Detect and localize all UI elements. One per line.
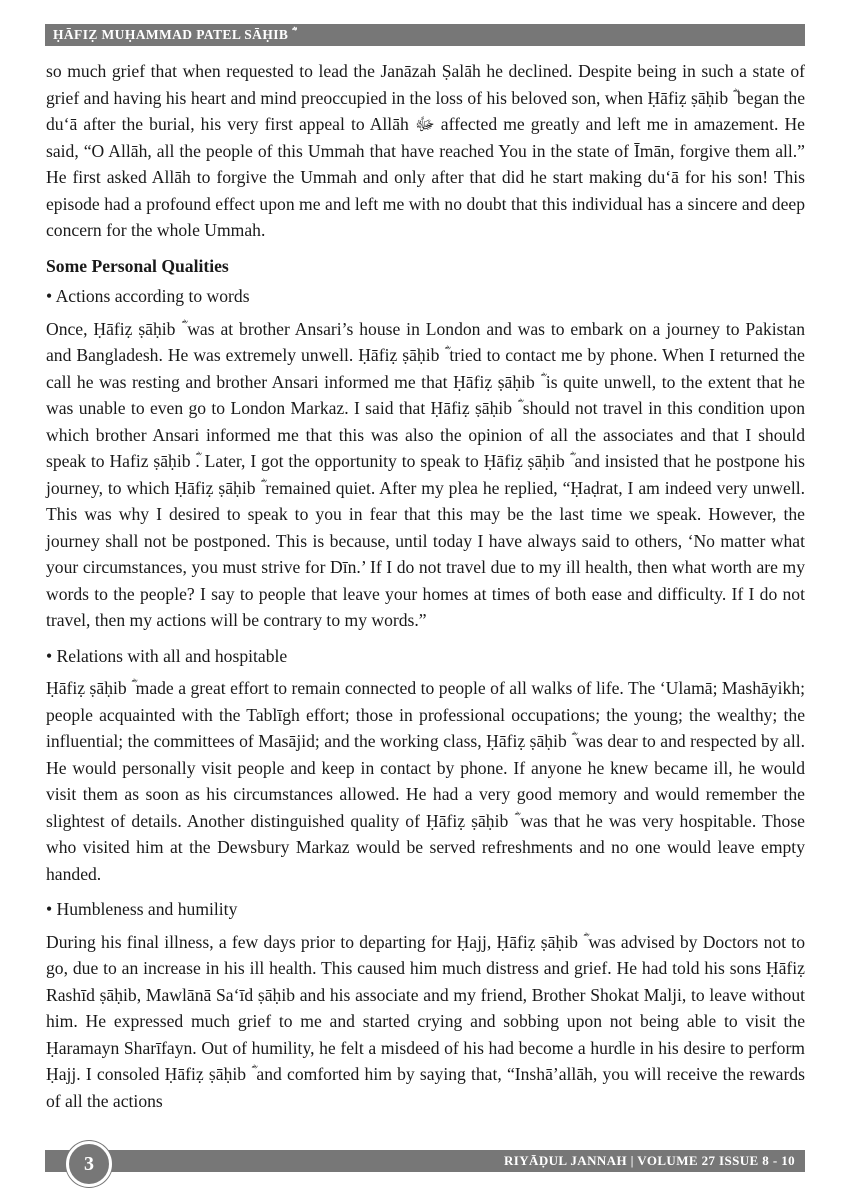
publication-title: RIYĀḌUL JANNAH | VOLUME 27 ISSUE 8 - 10 [504, 1153, 795, 1168]
article-body [46, 58, 805, 1123]
bullet-subheading: • Humbleness and humility [46, 899, 238, 919]
paragraph: Once, Ḥāfiẓ ṣāḥib ؓ was at brother Ansari’s house in London and was to embark on a journey to Pakistan and Bangladesh. He was extremely unwell. Ḥāfiẓ ṣāḥib ؓ tried to contact me by phone. When I returned the call he was resting and brother Ansari informed me that Ḥāfiẓ ṣāḥib ؓ is quite unwell, to the extent that he was unable to even go to London Markaz. I said that Ḥāfiẓ ṣāḥib ؓ should not travel in this condition upon which brother Ansari informed me that this was also the opinion of all the associates and that I should speak to Hafiz ṣāḥib ؓ. Later, I got the opportunity to speak to Ḥāfiẓ ṣāḥib ؓ and insisted that he postpone his journey, to which Ḥāfiẓ ṣāḥib ؓ remained quiet. After my plea he replied, “Ḥaḍrat, I am indeed very unwell. This was why I desired to speak to you in fear that this may be the last time we speak. However, the journey shall not be postponed. This is because, until today I have always said to others, ‘No matter what your circumstances, you must strive for Dīn.’ If I do not travel due to my ill health, then what worth are my words to the people? I say to people that leave your homes at times of both ease and difficulty. If I do not travel, then my actions will be contrary to my words.” [46, 318, 805, 630]
paragraph: Ḥāfiẓ ṣāḥib ؓ made a great effort to remain connected to people of all walks of life. The ‘Ulamā; Mashāyikh; people acquainted with the Tablīgh effort; those in professional occupations; the young; the wealthy; the influential; the committees of Masājid; and the working class, Ḥāfiẓ ṣāḥib ؓ was dear to and respected by all. He would personally visit people and keep in contact by phone. If anyone he knew became ill, he would visit them as soon as his circumstances allowed. He had a very good memory and would remember the slightest of details. Another distinguished quality of Ḥāfiẓ ṣāḥib ؓ was that he was very hospitable. Those who visited him at the Dewsbury Markaz would be served refreshments and no one would leave empty handed. [46, 678, 805, 884]
running-footer [45, 1150, 805, 1172]
bullet-subheading: • Relations with all and hospitable [46, 645, 288, 666]
running-header-title: ḤĀFIẒ MUḤAMMAD PATEL SĀḤIB ؓ [53, 27, 293, 42]
section-heading: Some Personal Qualities [46, 255, 229, 276]
paragraph: so much grief that when requested to lead the Janāzah Ṣalāh he declined. Despite being in such a state of grief and having his heart and mind preoccupied in the loss of his beloved son, when Ḥāfiẓ ṣāḥib ؓ began the du‘ā after the burial, his very first appeal to Allāh ﷻ affected me greatly and left me in amazement. He said, “O Allāh, all the people of this Ummah that have reached You in the state of Īmān, forgive them all.” He first asked Allāh to forgive the Ummah and only after that did he start making du‘ā for his son! This episode had a profound effect upon me and left me with no doubt that this individual has a sincere and deep concern for the whole Ummah. [46, 61, 805, 240]
bullet-subheading: • Actions according to words [46, 286, 250, 306]
page-number: 3 [66, 1141, 112, 1187]
running-header [45, 24, 805, 46]
paragraph: During his final illness, a few days prior to departing for Ḥajj, Ḥāfiẓ ṣāḥib ؓ was advised by Doctors not to go, due to an increase in his ill health. This caused him much distress and grief. He had told his sons Ḥāfiẓ Rashīd ṣāḥib, Mawlānā Sa‘īd ṣāḥib and his associate and my friend, Brother Shokat Malji, to leave without him. He expressed much grief to me and started crying and sobbing upon not being able to visit the Ḥaramayn Sharīfayn. Out of humility, he felt a misdeed of his had become a hurdle in his desire to perform Ḥajj. I consoled Ḥāfiẓ ṣāḥib ؓ and comforted him by saying that, “Inshā’allāh, you will receive the rewards of all the actions [46, 931, 805, 1111]
